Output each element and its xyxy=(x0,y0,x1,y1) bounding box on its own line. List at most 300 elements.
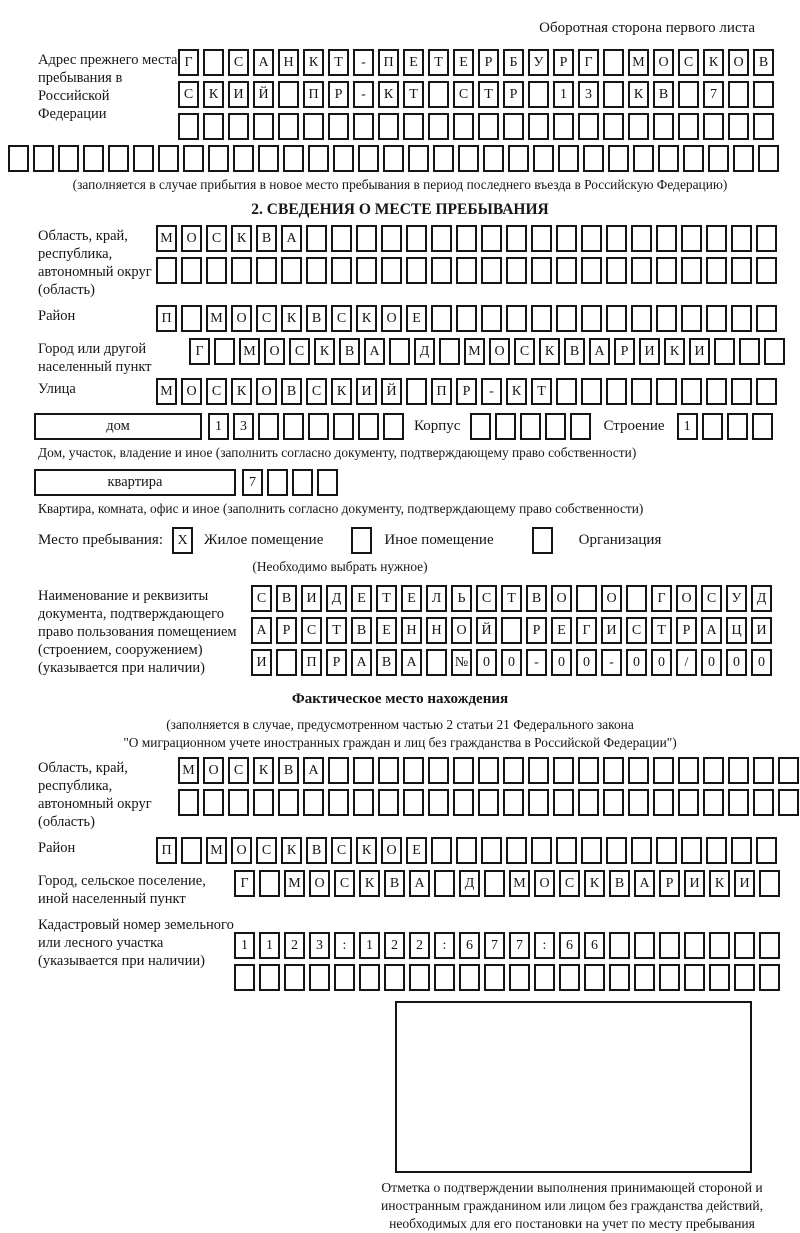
char-box[interactable] xyxy=(753,789,774,816)
char-box[interactable] xyxy=(681,378,702,405)
char-box[interactable]: / xyxy=(676,649,697,676)
char-box[interactable]: В xyxy=(526,585,547,612)
char-box[interactable] xyxy=(708,145,729,172)
char-box[interactable]: 3 xyxy=(309,932,330,959)
char-box[interactable]: 6 xyxy=(559,932,580,959)
char-box[interactable]: В xyxy=(256,225,277,252)
char-box[interactable]: Н xyxy=(426,617,447,644)
char-box[interactable] xyxy=(631,305,652,332)
char-box[interactable] xyxy=(108,145,129,172)
char-box[interactable]: 1 xyxy=(553,81,574,108)
char-box[interactable]: К xyxy=(253,757,274,784)
char-box[interactable] xyxy=(178,789,199,816)
char-box[interactable] xyxy=(378,789,399,816)
char-box[interactable]: М xyxy=(156,225,177,252)
char-box[interactable]: : xyxy=(534,932,555,959)
char-box[interactable]: 0 xyxy=(476,649,497,676)
char-box[interactable] xyxy=(628,113,649,140)
char-box[interactable] xyxy=(495,413,516,440)
char-box[interactable]: 0 xyxy=(726,649,747,676)
char-box[interactable] xyxy=(756,378,777,405)
char-box[interactable] xyxy=(434,870,455,897)
char-box[interactable]: А xyxy=(634,870,655,897)
char-box[interactable]: 1 xyxy=(234,932,255,959)
char-box[interactable] xyxy=(634,932,655,959)
char-box[interactable]: № xyxy=(451,649,472,676)
char-box[interactable] xyxy=(426,649,447,676)
char-box[interactable] xyxy=(756,305,777,332)
char-box[interactable] xyxy=(303,789,324,816)
char-box[interactable]: Н xyxy=(278,49,299,76)
char-box[interactable] xyxy=(628,757,649,784)
char-box[interactable] xyxy=(702,413,723,440)
char-box[interactable] xyxy=(731,837,752,864)
char-box[interactable] xyxy=(656,837,677,864)
char-box[interactable] xyxy=(456,225,477,252)
char-box[interactable]: А xyxy=(253,49,274,76)
char-box[interactable] xyxy=(458,145,479,172)
char-box[interactable]: К xyxy=(281,305,302,332)
char-box[interactable] xyxy=(428,757,449,784)
char-box[interactable]: 6 xyxy=(584,932,605,959)
char-box[interactable] xyxy=(706,378,727,405)
char-box[interactable]: А xyxy=(281,225,302,252)
char-box[interactable] xyxy=(778,789,799,816)
char-box[interactable] xyxy=(456,305,477,332)
char-box[interactable]: П xyxy=(431,378,452,405)
char-box[interactable]: - xyxy=(601,649,622,676)
char-box[interactable]: Д xyxy=(414,338,435,365)
char-box[interactable] xyxy=(203,789,224,816)
char-box[interactable] xyxy=(633,145,654,172)
char-box[interactable]: Р xyxy=(614,338,635,365)
char-box[interactable] xyxy=(456,257,477,284)
char-box[interactable] xyxy=(231,257,252,284)
char-box[interactable] xyxy=(383,145,404,172)
char-box[interactable]: 1 xyxy=(677,413,698,440)
char-box[interactable]: К xyxy=(303,49,324,76)
char-box[interactable] xyxy=(528,113,549,140)
char-box[interactable] xyxy=(576,585,597,612)
char-box[interactable]: У xyxy=(528,49,549,76)
char-box[interactable] xyxy=(156,257,177,284)
char-box[interactable] xyxy=(531,305,552,332)
char-box[interactable] xyxy=(556,257,577,284)
char-box[interactable] xyxy=(578,789,599,816)
char-box[interactable] xyxy=(384,964,405,991)
char-box[interactable] xyxy=(553,113,574,140)
char-box[interactable]: К xyxy=(356,837,377,864)
char-box[interactable]: С xyxy=(289,338,310,365)
char-box[interactable] xyxy=(534,964,555,991)
char-box[interactable] xyxy=(653,757,674,784)
char-box[interactable] xyxy=(678,81,699,108)
char-box[interactable] xyxy=(406,225,427,252)
char-box[interactable]: Р xyxy=(328,81,349,108)
char-box[interactable] xyxy=(656,257,677,284)
char-box[interactable] xyxy=(481,837,502,864)
char-box[interactable] xyxy=(431,305,452,332)
char-box[interactable] xyxy=(603,789,624,816)
char-box[interactable]: Р xyxy=(326,649,347,676)
char-box[interactable]: В xyxy=(753,49,774,76)
char-box[interactable] xyxy=(484,870,505,897)
char-box[interactable] xyxy=(558,145,579,172)
char-box[interactable]: 7 xyxy=(484,932,505,959)
char-box[interactable] xyxy=(292,469,313,496)
char-box[interactable] xyxy=(259,964,280,991)
char-box[interactable] xyxy=(727,413,748,440)
char-box[interactable] xyxy=(533,145,554,172)
char-box[interactable]: А xyxy=(401,649,422,676)
char-box[interactable]: С xyxy=(678,49,699,76)
char-box[interactable]: К xyxy=(584,870,605,897)
char-box[interactable] xyxy=(631,225,652,252)
char-box[interactable]: 2 xyxy=(284,932,305,959)
char-box[interactable] xyxy=(506,225,527,252)
char-box[interactable] xyxy=(503,757,524,784)
char-box[interactable]: С xyxy=(251,585,272,612)
char-box[interactable]: К xyxy=(359,870,380,897)
char-box[interactable]: О xyxy=(381,305,402,332)
char-box[interactable] xyxy=(478,757,499,784)
char-box[interactable]: Г xyxy=(189,338,210,365)
char-box[interactable] xyxy=(681,837,702,864)
char-box[interactable] xyxy=(553,757,574,784)
char-box[interactable] xyxy=(678,113,699,140)
char-box[interactable] xyxy=(328,113,349,140)
char-box[interactable] xyxy=(208,145,229,172)
checkbox-zhiloe[interactable]: X xyxy=(172,527,193,554)
char-box[interactable] xyxy=(278,789,299,816)
char-box[interactable]: В xyxy=(351,617,372,644)
char-box[interactable]: М xyxy=(156,378,177,405)
char-box[interactable] xyxy=(581,378,602,405)
char-box[interactable] xyxy=(606,225,627,252)
char-box[interactable] xyxy=(703,789,724,816)
char-box[interactable] xyxy=(603,81,624,108)
char-box[interactable] xyxy=(328,789,349,816)
char-box[interactable] xyxy=(234,964,255,991)
char-box[interactable] xyxy=(681,305,702,332)
char-box[interactable] xyxy=(581,305,602,332)
char-box[interactable]: С xyxy=(228,49,249,76)
char-box[interactable]: О xyxy=(181,378,202,405)
char-box[interactable]: В xyxy=(653,81,674,108)
char-box[interactable] xyxy=(631,378,652,405)
char-box[interactable] xyxy=(706,305,727,332)
char-box[interactable] xyxy=(678,789,699,816)
char-box[interactable] xyxy=(317,469,338,496)
char-box[interactable]: О xyxy=(264,338,285,365)
char-box[interactable] xyxy=(714,338,735,365)
char-box[interactable] xyxy=(606,305,627,332)
char-box[interactable]: О xyxy=(231,305,252,332)
char-box[interactable] xyxy=(681,257,702,284)
char-box[interactable]: П xyxy=(156,837,177,864)
char-box[interactable]: О xyxy=(256,378,277,405)
char-box[interactable] xyxy=(753,81,774,108)
char-box[interactable]: : xyxy=(334,932,355,959)
char-box[interactable] xyxy=(581,837,602,864)
char-box[interactable]: 6 xyxy=(459,932,480,959)
char-box[interactable] xyxy=(431,257,452,284)
char-box[interactable] xyxy=(309,964,330,991)
char-box[interactable]: 7 xyxy=(703,81,724,108)
char-box[interactable]: - xyxy=(353,81,374,108)
char-box[interactable] xyxy=(756,837,777,864)
char-box[interactable]: П xyxy=(303,81,324,108)
char-box[interactable]: Д xyxy=(326,585,347,612)
char-box[interactable] xyxy=(228,789,249,816)
char-box[interactable] xyxy=(381,225,402,252)
char-box[interactable] xyxy=(531,225,552,252)
char-box[interactable] xyxy=(681,225,702,252)
char-box[interactable]: 0 xyxy=(651,649,672,676)
char-box[interactable]: С xyxy=(256,305,277,332)
char-box[interactable]: Г xyxy=(178,49,199,76)
char-box[interactable]: О xyxy=(728,49,749,76)
char-box[interactable] xyxy=(753,757,774,784)
char-box[interactable] xyxy=(628,789,649,816)
char-box[interactable]: А xyxy=(409,870,430,897)
char-box[interactable] xyxy=(406,378,427,405)
char-box[interactable] xyxy=(256,257,277,284)
char-box[interactable] xyxy=(731,225,752,252)
char-box[interactable] xyxy=(276,649,297,676)
char-box[interactable] xyxy=(506,305,527,332)
char-box[interactable] xyxy=(733,145,754,172)
char-box[interactable] xyxy=(378,113,399,140)
char-box[interactable]: Т xyxy=(651,617,672,644)
char-box[interactable]: 0 xyxy=(501,649,522,676)
char-box[interactable] xyxy=(734,964,755,991)
char-box[interactable]: А xyxy=(303,757,324,784)
char-box[interactable]: К xyxy=(356,305,377,332)
char-box[interactable]: К xyxy=(331,378,352,405)
char-box[interactable]: - xyxy=(481,378,502,405)
char-box[interactable]: К xyxy=(231,378,252,405)
char-box[interactable] xyxy=(253,789,274,816)
char-box[interactable] xyxy=(403,113,424,140)
char-box[interactable] xyxy=(706,257,727,284)
char-box[interactable] xyxy=(158,145,179,172)
char-box[interactable]: И xyxy=(228,81,249,108)
char-box[interactable]: Е xyxy=(403,49,424,76)
char-box[interactable]: И xyxy=(734,870,755,897)
char-box[interactable]: Т xyxy=(403,81,424,108)
char-box[interactable] xyxy=(609,964,630,991)
char-box[interactable]: А xyxy=(351,649,372,676)
char-box[interactable] xyxy=(481,225,502,252)
char-box[interactable] xyxy=(278,113,299,140)
char-box[interactable] xyxy=(358,413,379,440)
char-box[interactable]: Б xyxy=(503,49,524,76)
char-box[interactable]: 3 xyxy=(233,413,254,440)
char-box[interactable] xyxy=(608,145,629,172)
char-box[interactable]: В xyxy=(376,649,397,676)
char-box[interactable]: В xyxy=(564,338,585,365)
char-box[interactable] xyxy=(306,225,327,252)
char-box[interactable]: Т xyxy=(326,617,347,644)
char-box[interactable] xyxy=(434,964,455,991)
char-box[interactable] xyxy=(531,257,552,284)
char-box[interactable]: П xyxy=(301,649,322,676)
char-box[interactable]: М xyxy=(178,757,199,784)
char-box[interactable]: Е xyxy=(376,617,397,644)
char-box[interactable]: Н xyxy=(401,617,422,644)
char-box[interactable]: Г xyxy=(578,49,599,76)
char-box[interactable]: П xyxy=(156,305,177,332)
char-box[interactable] xyxy=(214,338,235,365)
char-box[interactable]: Д xyxy=(459,870,480,897)
char-box[interactable]: И xyxy=(689,338,710,365)
char-box[interactable] xyxy=(684,932,705,959)
char-box[interactable] xyxy=(634,964,655,991)
char-box[interactable] xyxy=(453,757,474,784)
char-box[interactable]: С xyxy=(476,585,497,612)
char-box[interactable] xyxy=(631,257,652,284)
char-box[interactable]: М xyxy=(464,338,485,365)
char-box[interactable]: С xyxy=(206,225,227,252)
char-box[interactable] xyxy=(603,757,624,784)
char-box[interactable] xyxy=(428,113,449,140)
char-box[interactable] xyxy=(456,837,477,864)
char-box[interactable]: В xyxy=(339,338,360,365)
char-box[interactable]: Е xyxy=(401,585,422,612)
char-box[interactable] xyxy=(258,413,279,440)
char-box[interactable]: И xyxy=(251,649,272,676)
char-box[interactable]: Й xyxy=(381,378,402,405)
char-box[interactable]: С xyxy=(559,870,580,897)
char-box[interactable]: 2 xyxy=(409,932,430,959)
char-box[interactable]: О xyxy=(551,585,572,612)
char-box[interactable]: Г xyxy=(576,617,597,644)
char-box[interactable]: 0 xyxy=(551,649,572,676)
char-box[interactable]: С xyxy=(301,617,322,644)
char-box[interactable] xyxy=(258,145,279,172)
char-box[interactable]: Р xyxy=(676,617,697,644)
char-box[interactable] xyxy=(731,378,752,405)
char-box[interactable]: К xyxy=(506,378,527,405)
char-box[interactable]: 0 xyxy=(626,649,647,676)
char-box[interactable]: В xyxy=(281,378,302,405)
char-box[interactable] xyxy=(306,257,327,284)
char-box[interactable] xyxy=(331,257,352,284)
char-box[interactable]: И xyxy=(639,338,660,365)
char-box[interactable] xyxy=(731,257,752,284)
char-box[interactable] xyxy=(383,413,404,440)
char-box[interactable] xyxy=(228,113,249,140)
char-box[interactable] xyxy=(706,225,727,252)
char-box[interactable]: К xyxy=(703,49,724,76)
char-box[interactable] xyxy=(603,49,624,76)
char-box[interactable]: С xyxy=(178,81,199,108)
char-box[interactable] xyxy=(506,837,527,864)
char-box[interactable]: С xyxy=(331,837,352,864)
char-box[interactable]: Т xyxy=(328,49,349,76)
char-box[interactable]: И xyxy=(301,585,322,612)
char-box[interactable]: П xyxy=(378,49,399,76)
char-box[interactable]: С xyxy=(256,837,277,864)
char-box[interactable] xyxy=(520,413,541,440)
char-box[interactable] xyxy=(778,757,799,784)
char-box[interactable] xyxy=(603,113,624,140)
char-box[interactable]: О xyxy=(309,870,330,897)
char-box[interactable]: У xyxy=(726,585,747,612)
char-box[interactable]: Р xyxy=(456,378,477,405)
char-box[interactable]: 1 xyxy=(359,932,380,959)
char-box[interactable] xyxy=(683,145,704,172)
char-box[interactable] xyxy=(284,964,305,991)
char-box[interactable]: К xyxy=(231,225,252,252)
char-box[interactable] xyxy=(728,113,749,140)
char-box[interactable]: Р xyxy=(553,49,574,76)
char-box[interactable]: М xyxy=(284,870,305,897)
char-box[interactable] xyxy=(659,964,680,991)
char-box[interactable]: Р xyxy=(503,81,524,108)
char-box[interactable] xyxy=(439,338,460,365)
char-box[interactable] xyxy=(728,81,749,108)
char-box[interactable] xyxy=(358,145,379,172)
char-box[interactable] xyxy=(703,757,724,784)
char-box[interactable]: Ц xyxy=(726,617,747,644)
checkbox-inoe[interactable] xyxy=(351,527,372,554)
char-box[interactable] xyxy=(259,870,280,897)
char-box[interactable]: И xyxy=(601,617,622,644)
char-box[interactable]: С xyxy=(228,757,249,784)
char-box[interactable]: Е xyxy=(551,617,572,644)
char-box[interactable]: 0 xyxy=(701,649,722,676)
char-box[interactable] xyxy=(356,225,377,252)
char-box[interactable] xyxy=(728,757,749,784)
char-box[interactable]: К xyxy=(628,81,649,108)
char-box[interactable]: : xyxy=(434,932,455,959)
char-box[interactable]: О xyxy=(601,585,622,612)
char-box[interactable] xyxy=(653,113,674,140)
char-box[interactable] xyxy=(389,338,410,365)
char-box[interactable]: В xyxy=(276,585,297,612)
char-box[interactable]: В xyxy=(278,757,299,784)
char-box[interactable] xyxy=(658,145,679,172)
char-box[interactable] xyxy=(281,257,302,284)
char-box[interactable]: Г xyxy=(234,870,255,897)
char-box[interactable]: Е xyxy=(351,585,372,612)
char-box[interactable] xyxy=(478,113,499,140)
char-box[interactable] xyxy=(453,113,474,140)
char-box[interactable]: Т xyxy=(501,585,522,612)
char-box[interactable]: О xyxy=(231,837,252,864)
char-box[interactable] xyxy=(283,145,304,172)
char-box[interactable]: Д xyxy=(751,585,772,612)
char-box[interactable]: О xyxy=(676,585,697,612)
char-box[interactable] xyxy=(606,257,627,284)
char-box[interactable]: К xyxy=(281,837,302,864)
char-box[interactable]: О xyxy=(489,338,510,365)
char-box[interactable] xyxy=(33,145,54,172)
char-box[interactable]: К xyxy=(203,81,224,108)
char-box[interactable] xyxy=(659,932,680,959)
char-box[interactable]: Й xyxy=(253,81,274,108)
apartment-type-box[interactable]: квартира xyxy=(34,469,236,496)
char-box[interactable] xyxy=(381,257,402,284)
char-box[interactable]: Й xyxy=(476,617,497,644)
char-box[interactable] xyxy=(626,585,647,612)
char-box[interactable] xyxy=(728,789,749,816)
char-box[interactable] xyxy=(606,837,627,864)
char-box[interactable]: В xyxy=(306,305,327,332)
char-box[interactable]: 0 xyxy=(576,649,597,676)
